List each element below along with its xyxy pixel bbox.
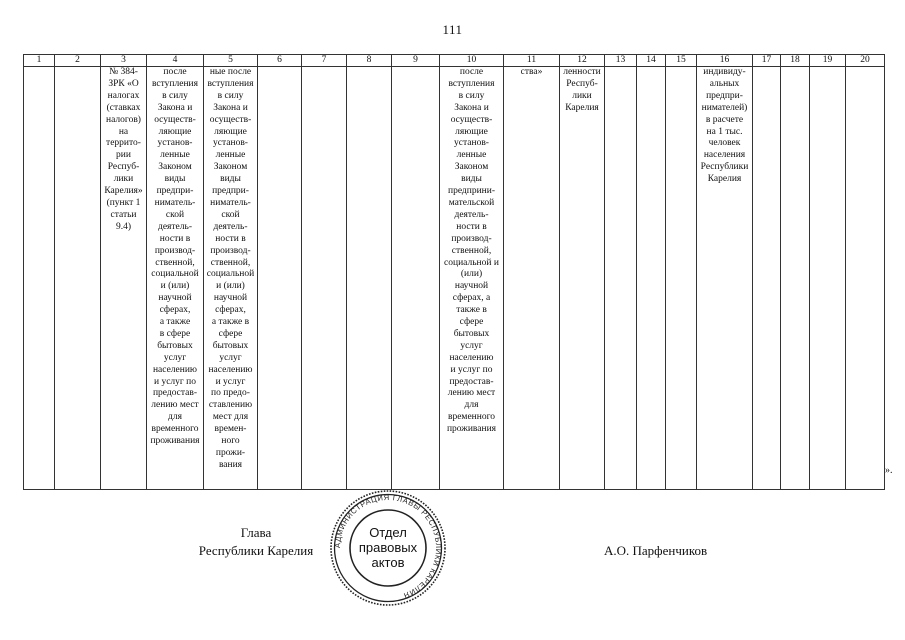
table-cell [666, 67, 697, 490]
official-stamp [324, 489, 452, 607]
column-header: 9 [392, 55, 440, 67]
table-cell [204, 67, 258, 490]
column-header: 20 [846, 55, 885, 67]
stamp-center-line: правовых [358, 540, 418, 555]
column-header: 3 [101, 55, 147, 67]
table-cell [258, 67, 302, 490]
data-table [23, 54, 885, 490]
column-header: 15 [666, 55, 697, 67]
column-header: 6 [258, 55, 302, 67]
table-cell [605, 67, 637, 490]
cell-text: ленности Респуб- лики Карелия [563, 67, 601, 113]
column-header: 5 [204, 55, 258, 67]
stamp-center-line: Отдел [369, 525, 407, 540]
table-cell [147, 67, 204, 490]
column-header: 18 [781, 55, 810, 67]
table-cell [637, 67, 666, 490]
table-cell [697, 67, 753, 490]
stamp-center-line: актов [371, 555, 405, 570]
column-header: 7 [302, 55, 347, 67]
column-header: 12 [560, 55, 605, 67]
header-row [24, 55, 885, 67]
table-cell [347, 67, 392, 490]
cell-text: после вступления в силу Закона и осуществ- ляющие установ- ленные Законом виды предпри- ниматель- ской деятель- ности в производ- ственной, социальной и (или) научной сферах, а также в сфере бытовых услуг населению и услуг по предостав- лению мест для временного проживания [150, 67, 200, 447]
table-cell [781, 67, 810, 490]
closing-quote-mark: ». [885, 465, 893, 476]
column-header: 11 [504, 55, 560, 67]
table-cell [24, 67, 55, 490]
table-cell [302, 67, 347, 490]
page-number: 111 [442, 22, 463, 37]
cell-text: ства» [520, 67, 543, 77]
column-header: 1 [24, 55, 55, 67]
signatory-title: Глава Республики Карелия [198, 525, 314, 558]
table-cell [504, 67, 560, 490]
stamp-ring-text: АДМИНИСТРАЦИЯ ГЛАВЫ РЕСПУБЛИКИ КАРЕЛИЯ [332, 492, 444, 601]
table-cell [101, 67, 147, 490]
column-header: 4 [147, 55, 204, 67]
cell-text: индивиду- альных предпри- нимателей) в расчете на 1 тыс. человек населения Республики Карелия [700, 67, 749, 185]
table-cell [810, 67, 846, 490]
table-row [24, 67, 885, 490]
table-cell [440, 67, 504, 490]
column-header: 16 [697, 55, 753, 67]
column-header: 10 [440, 55, 504, 67]
column-header: 14 [637, 55, 666, 67]
table-cell [846, 67, 885, 490]
column-header: 17 [753, 55, 781, 67]
column-header: 2 [55, 55, 101, 67]
cell-text: ные после вступления в силу Закона и осуществ- ляющие установ- ленные Законом виды предпри- ниматель- ской деятель- ности в производ- ственной, социальной и (или) научной сферах, а также в сфере бытовых услуг населению и услуг по предо- ставлению мест для времен- ного прожи- вания [206, 67, 255, 470]
table-cell [560, 67, 605, 490]
cell-text: после вступления в силу Закона и осуществ- ляющие установ- ленные Законом виды предприни- мательской деятель- ности в производ- ственной, социальной и (или) научной сферах, а также в сфере бытовых услуг населению и услуг по предостав- лению мест для временного проживания [444, 67, 499, 435]
table-cell [392, 67, 440, 490]
table-cell [55, 67, 101, 490]
column-header: 13 [605, 55, 637, 67]
cell-text: № 384- ЗРК «О налогах (ставках налогов) на террито- рии Респуб- лики Карелия» (пункт 1 статьи 9.4) [104, 67, 143, 232]
signatory-name: А.О. Парфенчиков [604, 543, 708, 558]
column-header: 19 [810, 55, 846, 67]
column-header: 8 [347, 55, 392, 67]
table-cell [753, 67, 781, 490]
